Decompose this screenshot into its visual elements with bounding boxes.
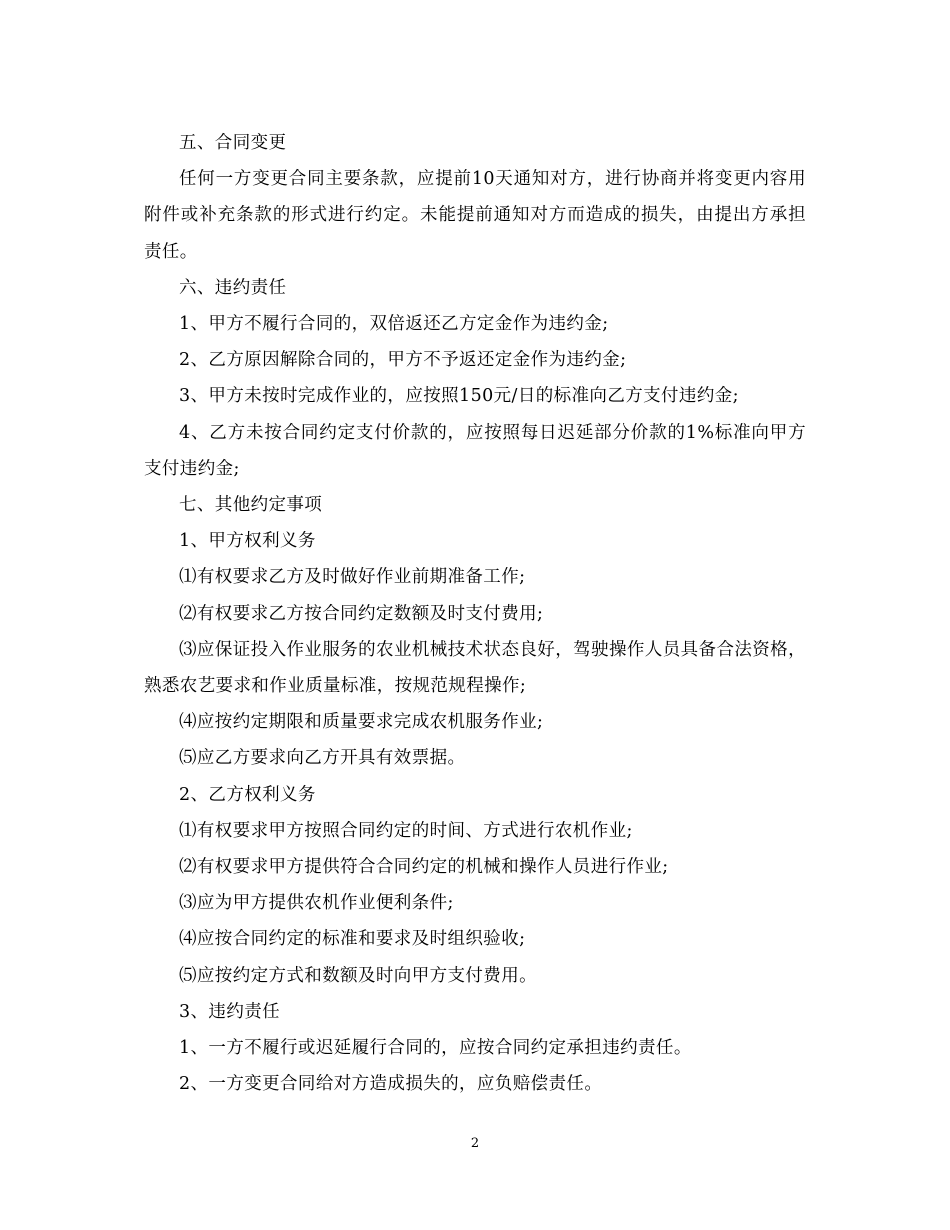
document-body — [144, 125, 806, 1102]
section-heading-breach-liability: 六、违约责任 — [179, 277, 287, 298]
subheading-breach: 3、违约责任 — [179, 1001, 281, 1022]
breach-clause-2: 2、一方变更合同给对方造成损失的，应负赔偿责任。 — [179, 1074, 603, 1095]
party-b-item-5: ⑸应按约定方式和数额及时向甲方支付费用。 — [179, 965, 537, 986]
paragraph-change-terms: 任何一方变更合同主要条款，应提前10天通知对方，进行协商并将变更内容用附件或补充条款的形式进行约定。未能提前通知对方而造成的损失，由提出方承担责任。 — [144, 169, 806, 262]
party-b-item-4: ⑷应按合同约定的标准和要求及时组织验收; — [179, 929, 526, 950]
page-number: 2 — [470, 1136, 480, 1151]
breach-clause-1: 1、一方不履行或迟延履行合同的，应按合同约定承担违约责任。 — [179, 1038, 692, 1059]
subheading-party-a-rights: 1、甲方权利义务 — [179, 531, 316, 552]
breach-item-1: 1、甲方不履行合同的，双倍返还乙方定金作为违约金; — [179, 314, 609, 335]
subheading-party-b-rights: 2、乙方权利义务 — [179, 784, 316, 805]
breach-item-3: 3、甲方未按时完成作业的，应按照150元/日的标准向乙方支付违约金; — [179, 386, 739, 407]
section-heading-contract-change: 五、合同变更 — [179, 133, 287, 153]
party-b-item-2: ⑵有权要求甲方提供符合合同约定的机械和操作人员进行作业; — [179, 857, 669, 878]
party-a-item-4: ⑷应按约定期限和质量要求完成农机服务作业; — [179, 712, 544, 733]
party-b-item-3: ⑶应为甲方提供农机作业便利条件; — [179, 893, 454, 914]
party-a-item-1: ⑴有权要求乙方及时做好作业前期准备工作; — [179, 567, 526, 588]
party-a-item-5: ⑸应乙方要求向乙方开具有效票据。 — [179, 748, 466, 769]
section-heading-other-matters: 七、其他约定事项 — [179, 495, 323, 516]
party-a-item-2: ⑵有权要求乙方按合同约定数额及时支付费用; — [179, 603, 544, 624]
party-a-item-3: ⑶应保证投入作业服务的农业机械技术状态良好，驾驶操作人员具备合法资格，熟悉农艺要求和作业质量标准，按规范规程操作; — [144, 639, 806, 697]
breach-item-4: 4、乙方未按合同约定支付价款的，应按照每日迟延部分价款的1%标准向甲方支付违约金; — [144, 422, 806, 479]
breach-item-2: 2、乙方原因解除合同的，甲方不予返还定金作为违约金; — [179, 350, 627, 371]
party-b-item-1: ⑴有权要求甲方按照合同约定的时间、方式进行农机作业; — [179, 820, 633, 841]
